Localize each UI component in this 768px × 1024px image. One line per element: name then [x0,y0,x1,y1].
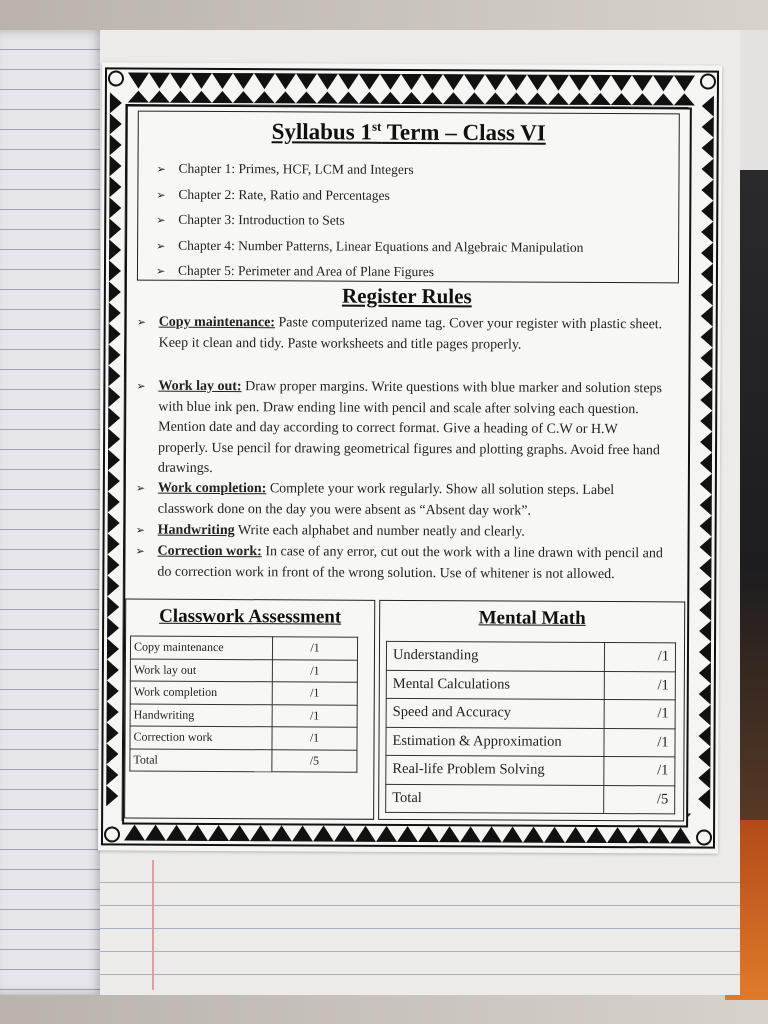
rule-heading: Copy maintenance: [158,314,276,331]
list-item: ➢ Chapter 5: Perimeter and Area of Plane Figures [156,258,583,286]
table-row [386,784,675,814]
arrow-bullet-icon: ➢ [135,523,145,537]
arrow-bullet-icon: ➢ [156,162,166,176]
section-title: Mental Math [478,607,586,629]
syllabus-sheet [98,62,722,853]
rule-item [136,479,666,523]
table-row [130,659,357,683]
row-score: /1 [272,682,357,705]
table-row [130,726,357,750]
rule-item [136,521,666,544]
table-row [386,641,675,671]
content-frame [122,105,692,828]
rule-heading: Work completion: [157,480,267,497]
list-item: ➢ Chapter 1: Primes, HCF, LCM and Integers [156,156,583,184]
table-row [386,698,675,728]
syllabus-section [137,111,680,284]
row-label: Correction work [130,726,272,749]
row-label: Real-life Problem Solving [386,755,604,785]
row-label: Work lay out [130,659,272,682]
table-row [386,727,675,757]
row-label: Total [386,784,604,814]
row-score: /5 [272,749,357,772]
rule-item [136,377,667,482]
rule-heading: Correction work: [157,543,262,560]
arrow-bullet-icon: ➢ [156,188,166,202]
arrow-bullet-icon: ➢ [135,544,145,558]
page-title: Syllabus 1st Term – Class VI [271,118,546,146]
rule-text: Write each alphabet and number neatly and clearly. [234,523,525,540]
row-score: /1 [604,728,675,757]
mental-math-table [385,641,676,815]
rule-item [135,542,665,586]
row-label: Work completion [130,681,272,704]
rule-text: Complete your work regularly. Show all solution steps. Label classwork done on the day you were absent as “Absent day work”. [157,481,615,519]
row-score: /1 [604,757,675,786]
margin-line [152,860,154,990]
row-score: /1 [272,704,357,727]
list-item: ➢ Chapter 2: Rate, Ratio and Percentages [156,181,583,209]
row-score: /1 [604,643,675,672]
table-row [386,755,675,785]
list-item: ➢ Chapter 3: Introduction to Sets [156,207,583,235]
row-label: Speed and Accuracy [386,698,604,728]
row-label: Understanding [386,641,604,671]
arrow-bullet-icon: ➢ [155,264,166,278]
rule-text: Paste computerized name tag. Cover your register with plastic sheet. Keep it clean and tidy. Paste worksheets and title pages properly. [158,315,663,353]
classwork-assessment-box [124,599,375,820]
row-score: /1 [272,727,357,750]
row-score: /1 [604,671,675,700]
mental-math-box [378,600,685,822]
section-title: Classwork Assessment [159,605,342,628]
arrow-bullet-icon: ➢ [136,379,146,393]
rule-heading: Handwriting [157,522,235,539]
table-row [130,749,357,773]
classwork-table [129,636,358,773]
table-row [130,704,357,728]
row-label: Handwriting [130,704,272,727]
arrow-bullet-icon: ➢ [156,213,166,227]
arrow-bullet-icon: ➢ [135,481,146,495]
arrow-bullet-icon: ➢ [156,239,166,253]
section-title: Register Rules [341,283,472,309]
row-label: Estimation & Approximation [386,727,604,757]
row-score: /5 [604,785,675,814]
table-row [386,670,675,700]
left-notebook-page [0,30,104,995]
row-label: Copy maintenance [130,636,272,659]
arrow-bullet-icon: ➢ [136,315,146,329]
rule-item [137,313,667,357]
list-item: ➢ Chapter 4: Number Patterns, Linear Equations and Algebraic Manipulation [156,232,583,260]
rule-text: In case of any error, cut out the work with a line drawn with pencil and do correction work in front of the wrong solution. Use of whitener is not allowed. [157,544,663,582]
chapter-list [156,156,584,286]
row-label: Mental Calculations [386,670,604,700]
row-score: /1 [272,637,357,660]
register-rules-section [127,281,685,602]
table-row [130,681,357,705]
row-score: /1 [604,700,675,729]
rule-text: Draw proper margins. Write questions with blue marker and solution steps with blue ink pen. Draw ending line with pencil and scale after solving each question. Mention date and day according to correct format. Give a heading of C.W or H.W properly. Use pencil for drawing geometrical figures and plotting graphs. Avoid free hand drawings. [157,379,663,476]
row-label: Total [130,749,272,772]
table-row [130,636,357,660]
row-score: /1 [272,659,357,682]
ruled-lines [100,860,740,990]
rule-heading: Work lay out: [158,378,242,395]
